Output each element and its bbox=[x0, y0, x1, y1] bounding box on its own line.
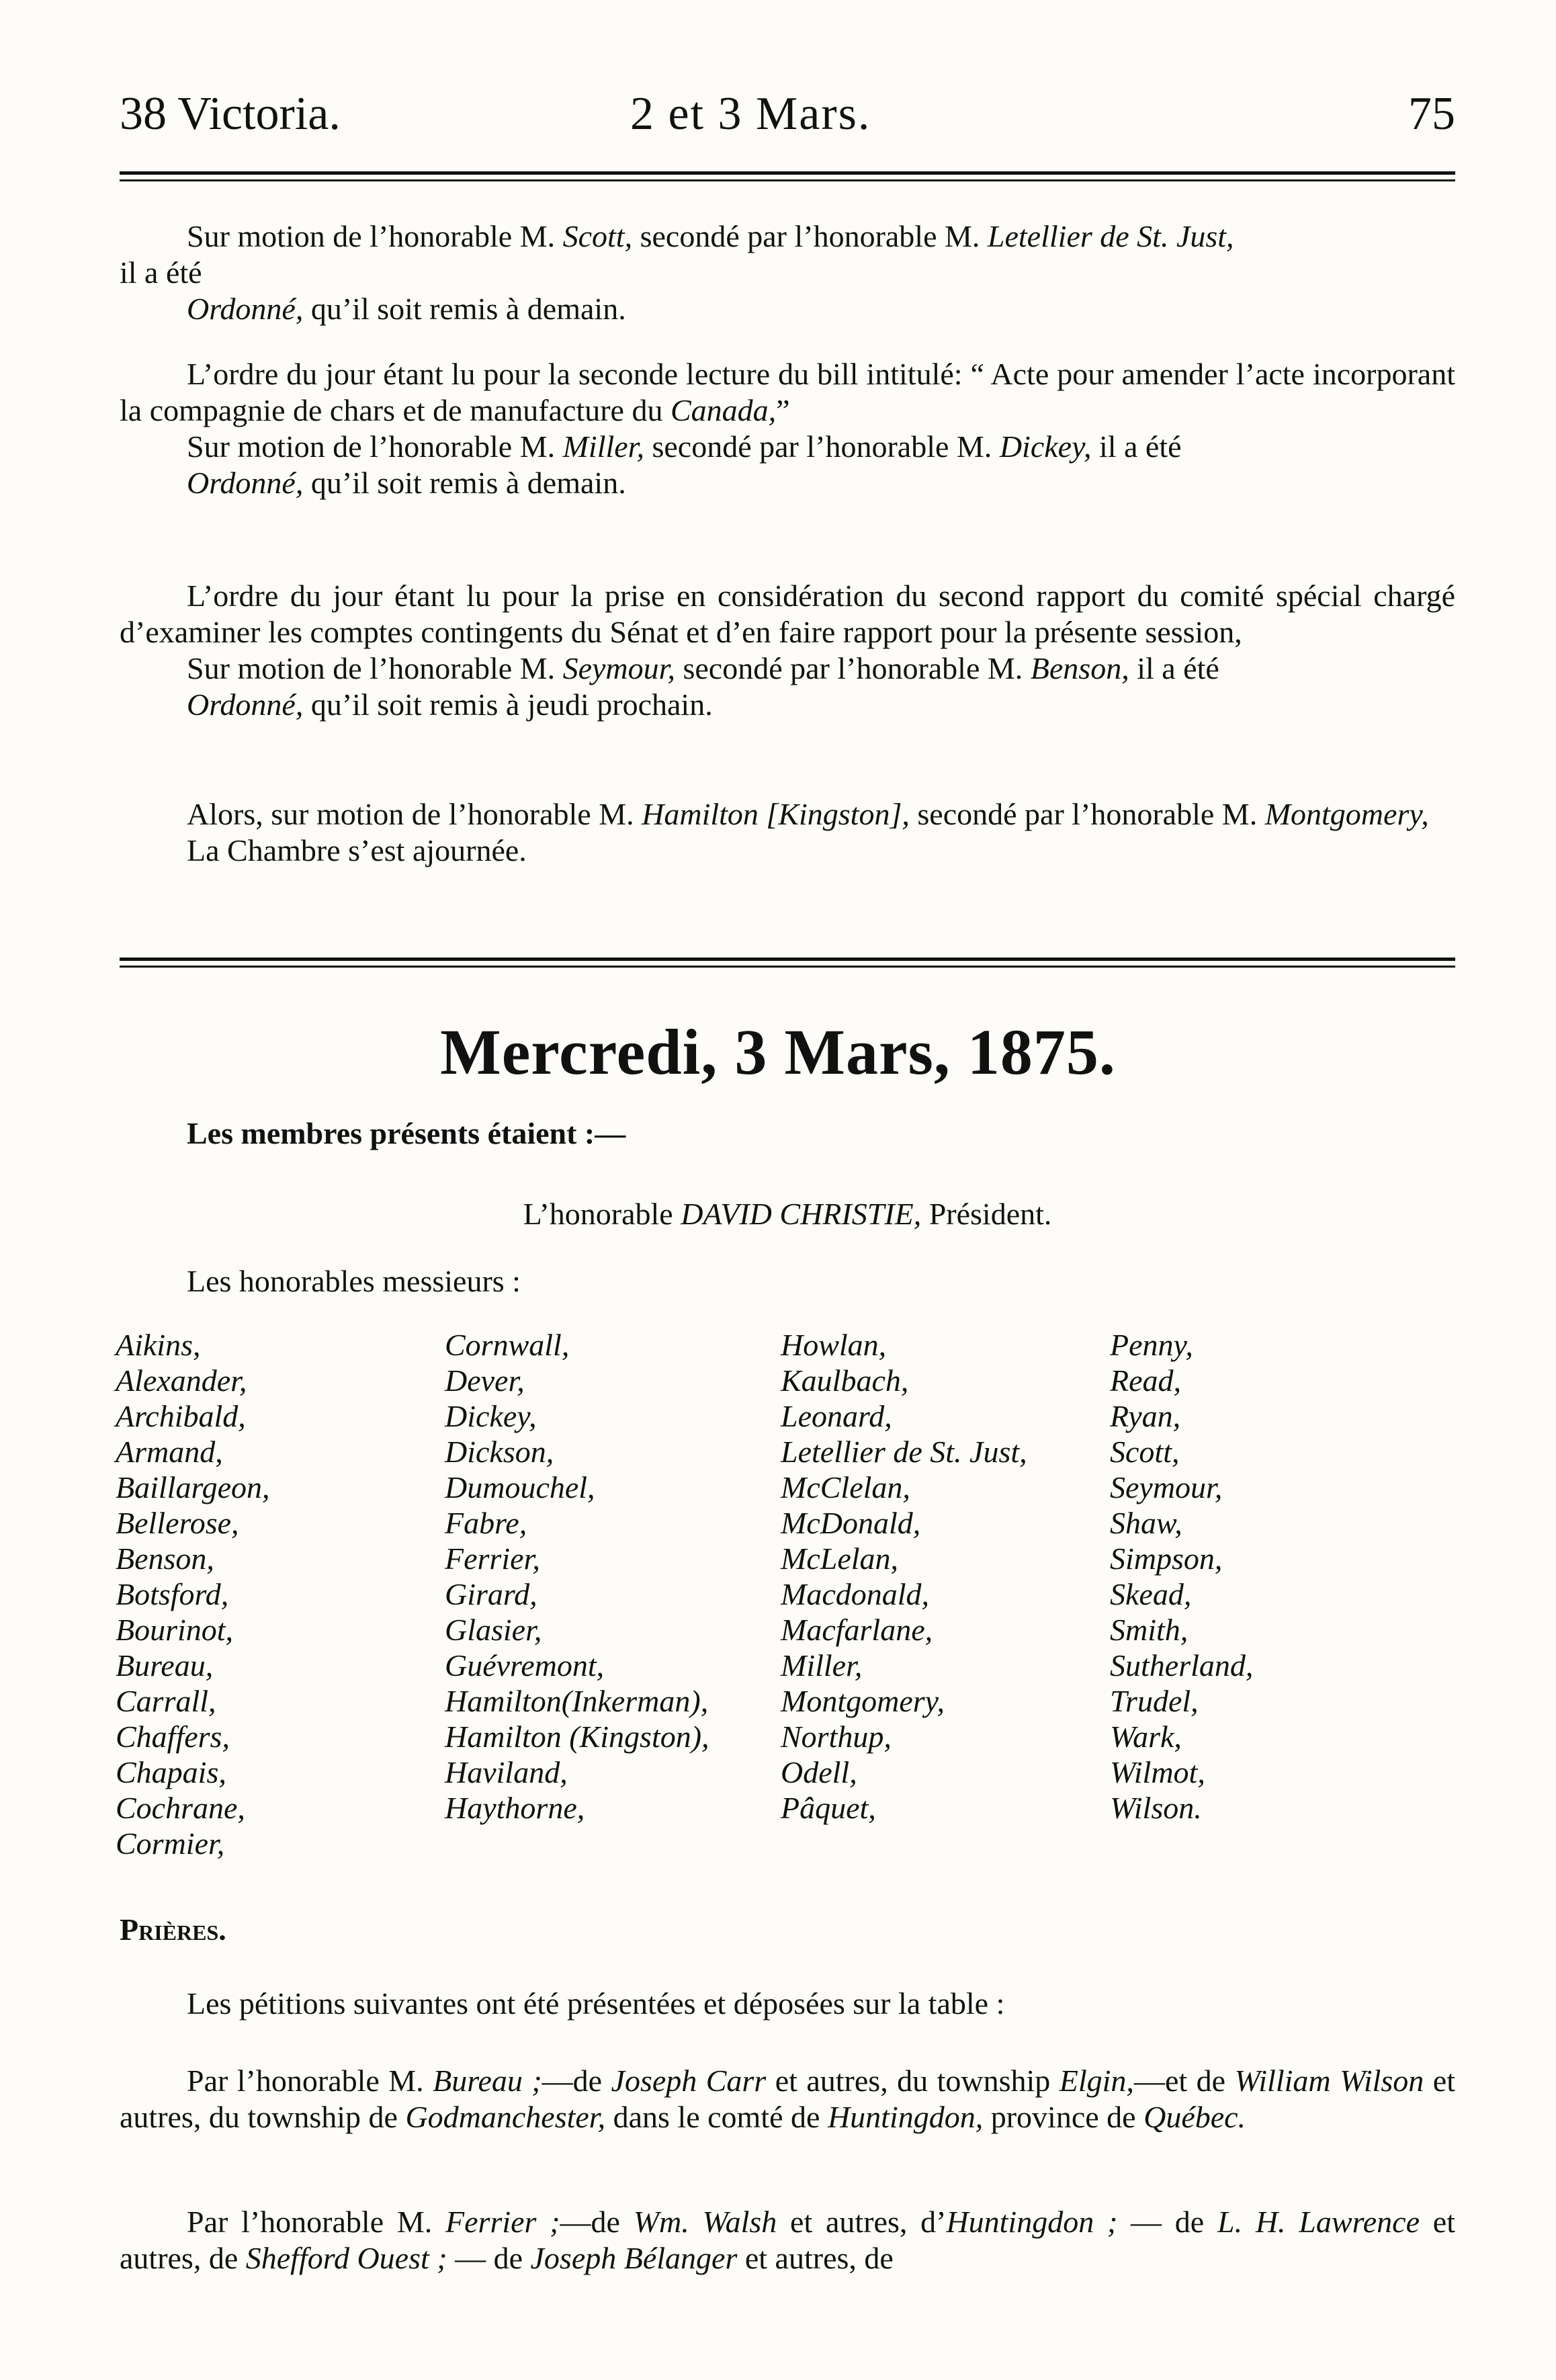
member-name: Skead, bbox=[1110, 1577, 1192, 1611]
member-name: Glasier, bbox=[445, 1613, 542, 1647]
member-name: Macfarlane, bbox=[781, 1613, 933, 1647]
member-name: Smith, bbox=[1110, 1613, 1188, 1647]
member-name: Armand, bbox=[116, 1435, 223, 1469]
member-name: Dickey, bbox=[445, 1399, 537, 1433]
member-name: Dumouchel, bbox=[445, 1470, 595, 1504]
member-name: Cochrane, bbox=[116, 1791, 245, 1825]
member-name: Girard, bbox=[445, 1577, 537, 1611]
members-column-4 bbox=[1110, 1327, 1253, 1826]
member-name: Dickson, bbox=[445, 1435, 554, 1469]
header-dates: 2 et 3 Mars. bbox=[630, 88, 871, 140]
member-name: Miller, bbox=[781, 1648, 863, 1683]
members-column-1 bbox=[116, 1327, 270, 1861]
paragraph-bill-second-reading: L’ordre du jour étant lu pour la seconde lecture du bill intitulé: “ Acte pour amender l’acte incorporant la compagnie de chars et de manufacture du Canada,” Sur motion de l’honorable M. Miller, secondé par l’honorable M. Dickey, il a été Ordonné, qu’il soit remis à demain. bbox=[120, 357, 1455, 500]
member-name: Penny, bbox=[1110, 1328, 1193, 1362]
page-number: 75 bbox=[1408, 88, 1455, 140]
member-name: McLelan, bbox=[781, 1541, 899, 1576]
member-name: Wilmot, bbox=[1110, 1755, 1205, 1789]
member-name: Baillargeon, bbox=[116, 1470, 270, 1504]
member-name: Seymour, bbox=[1110, 1470, 1223, 1504]
members-column-3 bbox=[781, 1327, 1027, 1826]
member-name: Montgomery, bbox=[781, 1684, 945, 1718]
member-name: Archibald, bbox=[116, 1399, 246, 1433]
member-name: Dever, bbox=[445, 1363, 525, 1398]
member-name: Guévremont, bbox=[445, 1648, 605, 1683]
member-name: Odell, bbox=[781, 1755, 857, 1789]
member-name: Trudel, bbox=[1110, 1684, 1199, 1718]
member-name: Northup, bbox=[781, 1719, 892, 1754]
paragraph-adjournment: Alors, sur motion de l’honorable M. Hamilton [Kingston], secondé par l’honorable M. Montgomery, La Chambre s’est ajournée. bbox=[187, 797, 1429, 867]
member-name: Pâquet, bbox=[781, 1791, 876, 1825]
member-name: Read, bbox=[1110, 1363, 1182, 1398]
member-name: Cormier, bbox=[116, 1826, 225, 1861]
member-name: Letellier de St. Just, bbox=[781, 1435, 1027, 1469]
member-name: Haythorne, bbox=[445, 1791, 585, 1825]
member-name: Ferrier, bbox=[445, 1541, 540, 1576]
paragraph-scott-motion: Sur motion de l’honorable M. Scott, secondé par l’honorable M. Letellier de St. Just, il a été Ordonné, qu’il soit remis à demain. bbox=[120, 219, 1234, 326]
section-rule bbox=[120, 958, 1455, 968]
header-volume: 38 Victoria. bbox=[120, 88, 341, 140]
member-name: McClelan, bbox=[781, 1470, 910, 1504]
member-name: Botsford, bbox=[116, 1577, 229, 1611]
members-column-2 bbox=[445, 1327, 709, 1826]
member-name: Sutherland, bbox=[1110, 1648, 1254, 1683]
page-header bbox=[120, 74, 1455, 148]
paragraph-contingent-accounts: L’ordre du jour étant lu pour la prise en considération du second rapport du comité spécial chargé d’examiner les comptes contingents du Sénat et d’en faire rapport pour la présente session, Sur motion de l’honorable M. Seymour, secondé par l’honorable M. Benson, il a été Ordonné, qu’il soit remis à jeudi prochain. bbox=[120, 579, 1455, 722]
member-name: McDonald, bbox=[781, 1506, 921, 1540]
header-rule bbox=[120, 171, 1455, 181]
member-name: Alexander, bbox=[116, 1363, 247, 1398]
president-line: L’honorable DAVID CHRISTIE, Président. bbox=[523, 1197, 1052, 1231]
member-name: Bellerose, bbox=[116, 1506, 239, 1540]
petition-bureau: Par l’honorable M. Bureau ;—de Joseph Carr et autres, du township Elgin,—et de William Wilson et autres, du township de Godmanchester, dans le comté de Huntingdon, province de Québec. bbox=[120, 2064, 1455, 2134]
member-name: Wilson. bbox=[1110, 1791, 1202, 1825]
member-name: Benson, bbox=[116, 1541, 214, 1576]
member-name: Hamilton(Inkerman), bbox=[445, 1684, 709, 1718]
member-name: Kaulbach, bbox=[781, 1363, 909, 1398]
member-name: Fabre, bbox=[445, 1506, 527, 1540]
member-name: Cornwall, bbox=[445, 1328, 570, 1362]
prieres-heading: Prières. bbox=[120, 1912, 226, 1947]
member-name: Macdonald, bbox=[781, 1577, 930, 1611]
member-name: Aikins, bbox=[116, 1328, 201, 1362]
present-intro: Les membres présents étaient :— bbox=[187, 1116, 626, 1150]
honorables-intro: Les honorables messieurs : bbox=[187, 1264, 521, 1298]
petitions-intro: Les pétitions suivantes ont été présentées et déposées sur la table : bbox=[187, 1986, 1005, 2021]
member-name: Bureau, bbox=[116, 1648, 214, 1683]
member-name: Simpson, bbox=[1110, 1541, 1223, 1576]
member-name: Howlan, bbox=[781, 1328, 887, 1362]
member-name: Hamilton (Kingston), bbox=[445, 1719, 709, 1754]
member-name: Wark, bbox=[1110, 1719, 1182, 1754]
member-name: Ryan, bbox=[1110, 1399, 1181, 1433]
member-name: Carrall, bbox=[116, 1684, 216, 1718]
petition-ferrier: Par l’honorable M. Ferrier ;—de Wm. Walsh et autres, d’Huntingdon ; — de L. H. Lawrence et autres, de Shefford Ouest ; — de Joseph Bélanger et autres, de bbox=[120, 2205, 1455, 2275]
session-title: Mercredi, 3 Mars, 1875. bbox=[440, 1016, 1116, 1088]
member-name: Bourinot, bbox=[116, 1613, 234, 1647]
member-name: Haviland, bbox=[445, 1755, 568, 1789]
member-name: Scott, bbox=[1110, 1435, 1180, 1469]
member-name: Leonard, bbox=[781, 1399, 892, 1433]
member-name: Chapais, bbox=[116, 1755, 226, 1789]
member-name: Chaffers, bbox=[116, 1719, 230, 1754]
member-name: Shaw, bbox=[1110, 1506, 1182, 1540]
